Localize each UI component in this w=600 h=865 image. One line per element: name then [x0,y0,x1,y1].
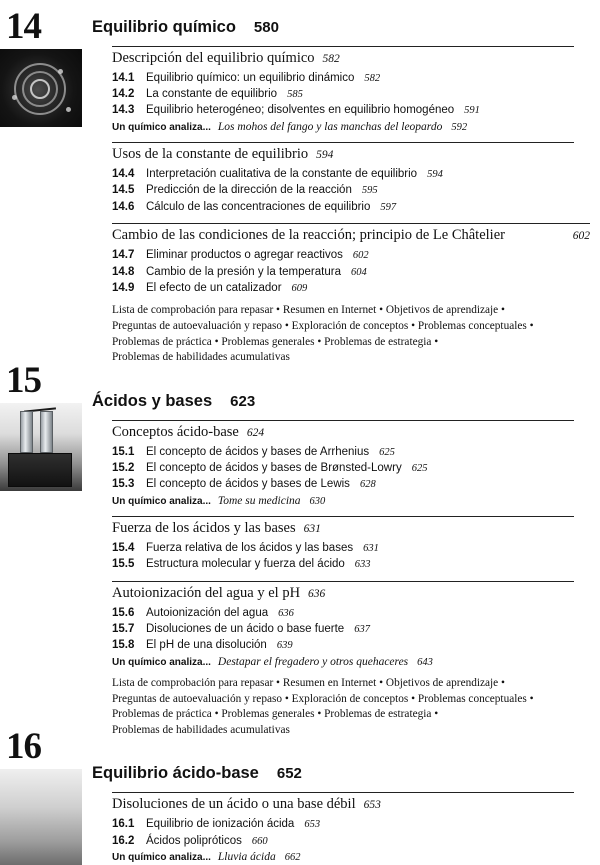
section-list [112,817,592,863]
endmatter-line: Problemas de práctica • Problemas generales • Problemas de estrategia • [112,335,439,348]
section-group [112,792,592,863]
list-item[interactable] [112,87,592,102]
endmatter-line: Problemas de práctica • Problemas generales • Problemas de estrategia • [112,708,439,721]
list-item[interactable] [112,638,592,653]
section-list [112,541,592,572]
section-page: 594 [427,169,443,181]
list-item[interactable] [112,557,592,572]
list-item[interactable] [112,461,592,476]
section-group [112,420,592,507]
section-page: 595 [361,185,378,197]
section-list [112,445,592,507]
chapter-marker-15 [0,362,88,491]
feature-page: 630 [309,495,326,507]
section-page: 597 [380,201,397,213]
chapter-heading-16[interactable] [92,764,592,783]
section-group-title: Disoluciones de un ácido o una base débil [112,796,356,813]
section-page: 660 [251,835,268,847]
section-list [112,606,592,668]
list-item[interactable] [112,281,592,296]
section-number: 14.4 [112,168,135,181]
section-page: 631 [363,542,379,554]
section-group-heading [112,792,574,813]
chapter-heading-14[interactable] [92,18,592,37]
chapter-title-14: Equilibrio químico [92,18,236,36]
section-group-heading [112,46,574,67]
chapter-gutter [0,0,88,849]
section-label: El concepto de ácidos y bases de Arrhenius [146,445,370,458]
chapter-marker-16 [0,728,88,865]
section-group [112,46,592,133]
section-label: Equilibrio heterogéneo; disolventes en equilibrio homogéneo [146,104,455,117]
chapter-number-15: 15 [6,360,41,401]
list-item[interactable] [112,834,592,849]
list-item[interactable] [112,103,592,118]
section-group-heading [112,420,574,441]
section-page: 582 [364,73,381,84]
section-list [112,71,592,133]
section-number: 14.7 [112,249,135,262]
section-number: 14.9 [112,281,135,294]
chapter-entry-14[interactable] [92,18,592,366]
feature-page: 662 [284,852,301,864]
chapter-image-16 [0,769,82,865]
section-group-page: 594 [316,149,334,162]
section-page: 602 [352,250,369,262]
section-group-title: Fuerza de los ácidos y las bases [112,519,296,536]
section-label: Disoluciones de un ácido o base fuerte [146,623,345,636]
section-number: 16.2 [112,834,135,847]
list-item[interactable] [112,606,592,621]
section-page: 609 [291,282,308,294]
chapter-marker-14 [0,8,88,127]
section-page: 653 [304,819,321,831]
section-label: Equilibrio químico: un equilibrio dinámico [146,72,355,84]
section-number: 15.6 [112,606,135,619]
list-item[interactable] [112,167,592,182]
feature-page: 592 [451,122,468,134]
section-list [112,248,592,295]
section-number: 15.4 [112,541,135,554]
section-group [112,516,592,572]
feature-item[interactable] [112,495,592,507]
section-group-heading [112,142,574,163]
section-group-page: 602 [572,230,590,243]
list-item[interactable] [112,445,592,460]
section-label: El concepto de ácidos y bases de Brønsted-Lowry [146,462,402,474]
section-number: 14.8 [112,265,135,278]
list-item[interactable] [112,200,592,215]
section-group [112,581,592,738]
section-label: Cambio de la presión y la temperatura [146,265,341,278]
section-group-title: Conceptos ácido-base [112,423,239,440]
section-group [112,223,592,365]
endmatter-line: Problemas de habilidades acumulativas [112,723,290,736]
chapter-image-15 [0,403,82,491]
section-group-page: 582 [322,53,340,65]
chapter-endmatter [112,676,582,738]
section-page: 636 [278,607,294,619]
feature-item[interactable] [112,851,592,863]
section-group-page: 653 [363,799,381,812]
section-page: 639 [276,640,293,652]
section-number: 15.1 [112,445,135,458]
section-label: El pH de una disolución [146,639,267,652]
list-item[interactable] [112,183,592,198]
feature-title: Lluvia ácida [217,851,276,864]
section-group-title: Usos de la constante de equilibrio [112,146,309,163]
section-group-page: 631 [303,522,321,535]
feature-page: 643 [417,657,433,669]
section-page: 628 [359,479,376,491]
section-group-heading [112,223,590,244]
feature-tag: Un químico analiza... [112,657,211,669]
feature-title: Tome su medicina [217,494,301,507]
chapter-endmatter [112,303,582,365]
section-group-title: Autoionización del agua y el pH [112,584,301,601]
chapter-title-15: Ácidos y bases [92,391,213,410]
section-label: El efecto de un catalizador [146,281,282,294]
toc-content [92,0,592,864]
chapter-entry-15[interactable] [92,392,592,739]
section-group-title: Cambio de las condiciones de la reacción; principio de Le Châtelier [112,227,505,244]
section-page: 625 [411,463,428,474]
section-page: 625 [379,446,395,458]
section-group-heading [112,581,574,602]
section-number: 14.6 [112,200,135,213]
section-page: 585 [287,89,303,101]
section-number: 15.7 [112,623,135,636]
section-page: 604 [350,266,367,278]
section-group-title: Descripción del equilibrio químico [112,50,315,66]
endmatter-line: Problemas de habilidades acumulativas [112,351,290,364]
section-number: 15.3 [112,478,135,491]
list-item[interactable] [112,71,592,86]
list-item[interactable] [112,541,592,556]
section-page: 633 [354,559,371,571]
feature-tag: Un químico analiza... [112,495,211,507]
feature-item[interactable] [112,656,592,668]
section-label: Fuerza relativa de los ácidos y las bases [146,541,354,554]
section-label: Interpretación cualitativa de la constante de equilibrio [146,168,418,181]
endmatter-line: Lista de comprobación para repasar • Resumen en Internet • Objetivos de aprendizaje • [112,677,505,690]
section-number: 14.2 [112,88,135,101]
feature-tag: Un químico analiza... [112,852,211,864]
section-label: Equilibrio de ionización ácida [146,818,295,831]
list-item[interactable] [112,265,592,280]
chapter-heading-15[interactable] [92,392,592,411]
section-group-page: 624 [246,426,265,439]
chapter-image-14 [0,49,82,127]
section-list [112,167,592,214]
section-label: Eliminar productos o agregar reactivos [146,249,343,262]
feature-title: Los mohos del fango y las manchas del leopardo [217,121,443,134]
list-item[interactable] [112,248,592,263]
endmatter-line: Lista de comprobación para repasar • Resumen en Internet • Objetivos de aprendizaje • [112,304,505,317]
feature-title: Destapar el fregadero y otros quehaceres [217,656,409,669]
section-number: 16.1 [112,818,135,831]
chapter-number-14: 14 [6,6,41,47]
section-page: 591 [464,105,480,117]
section-group-page: 636 [308,587,326,600]
section-label: Estructura molecular y fuerza del ácido [146,558,345,571]
feature-item[interactable] [112,121,592,133]
section-page: 637 [354,624,370,636]
section-number: 15.8 [112,639,135,652]
chapter-page-15: 623 [230,392,256,410]
section-label: Ácidos polipróticos [146,834,242,847]
section-label: Cálculo de las concentraciones de equilibrio [146,200,371,213]
section-number: 14.1 [112,72,135,84]
section-number: 14.3 [112,104,135,117]
chapter-entry-16[interactable] [92,764,592,863]
section-number: 15.5 [112,558,135,571]
section-label: Autoionización del agua [146,606,269,619]
feature-tag: Un químico analiza... [112,122,211,134]
section-label: Predicción de la dirección de la reacción [146,184,352,197]
list-item[interactable] [112,622,592,637]
section-label: El concepto de ácidos y bases de Lewis [146,478,350,491]
list-item[interactable] [112,817,592,832]
section-group-heading [112,516,574,537]
section-label: La constante de equilibrio [146,88,278,101]
list-item[interactable] [112,477,592,492]
section-group [112,142,592,214]
chapter-page-14: 580 [253,19,279,36]
endmatter-line: Preguntas de autoevaluación y repaso • Exploración de conceptos • Problemas conceptuales • [112,692,534,705]
chapter-title-16: Equilibrio ácido-base [92,764,259,783]
section-number: 15.2 [112,462,135,474]
chapter-page-16: 652 [276,765,302,783]
chapter-number-16: 16 [6,726,41,767]
section-number: 14.5 [112,184,135,197]
endmatter-line: Preguntas de autoevaluación y repaso • Exploración de conceptos • Problemas conceptuales • [112,320,534,333]
